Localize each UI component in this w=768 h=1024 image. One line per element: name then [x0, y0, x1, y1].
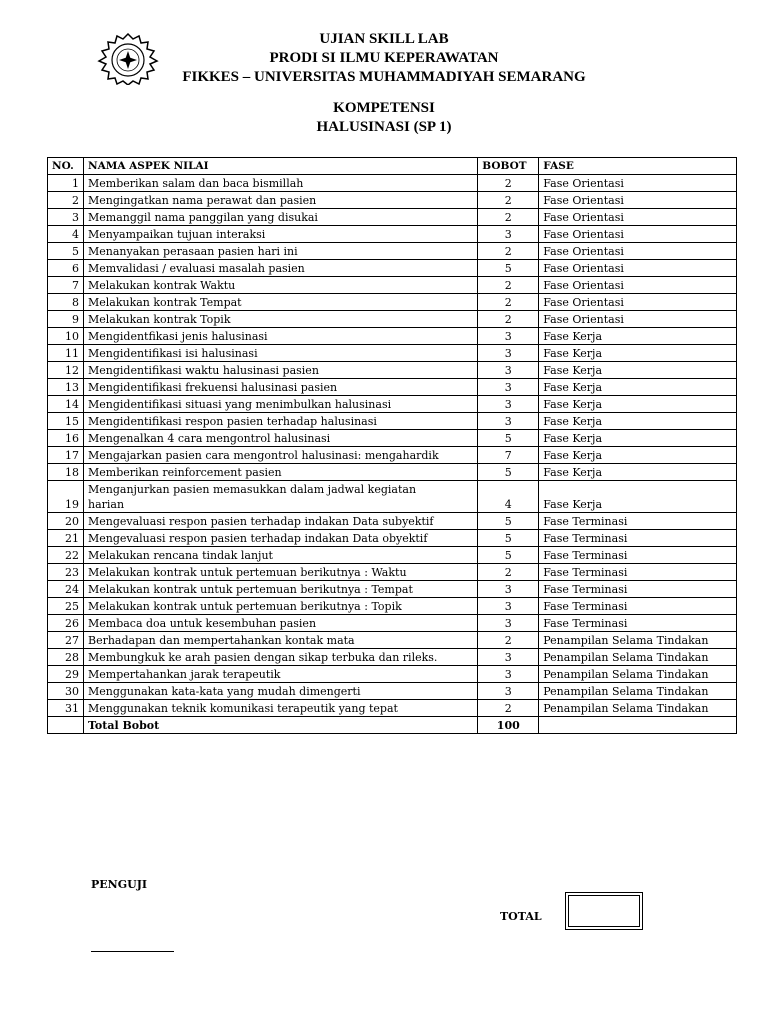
table-row	[48, 311, 737, 328]
row-fase: Fase Kerja	[539, 396, 737, 413]
row-name: Mengidentifikasi isi halusinasi	[83, 345, 477, 362]
row-bobot: 5	[478, 430, 539, 447]
row-fase: Fase Kerja	[539, 464, 737, 481]
row-no: 23	[48, 564, 84, 581]
row-fase: Penampilan Selama Tindakan	[539, 700, 737, 717]
row-bobot: 3	[478, 615, 539, 632]
row-name: Mengevaluasi respon pasien terhadap indakan Data obyektif	[83, 530, 477, 547]
row-bobot: 3	[478, 666, 539, 683]
row-bobot: 2	[478, 192, 539, 209]
row-bobot: 3	[478, 379, 539, 396]
table-row	[48, 547, 737, 564]
row-fase: Fase Kerja	[539, 413, 737, 430]
row-fase: Fase Terminasi	[539, 564, 737, 581]
table-row	[48, 328, 737, 345]
row-no: 27	[48, 632, 84, 649]
row-no: 17	[48, 447, 84, 464]
row-no: 6	[48, 260, 84, 277]
total-fase-empty	[539, 717, 737, 734]
table-row	[48, 379, 737, 396]
table-row	[48, 700, 737, 717]
table-row	[48, 649, 737, 666]
table-row	[48, 345, 737, 362]
document-title	[0, 99, 768, 137]
row-fase: Fase Kerja	[539, 362, 737, 379]
row-no: 26	[48, 615, 84, 632]
table-row	[48, 260, 737, 277]
row-fase: Fase Orientasi	[539, 192, 737, 209]
row-name	[83, 481, 477, 513]
row-bobot: 3	[478, 362, 539, 379]
row-fase: Fase Orientasi	[539, 294, 737, 311]
row-bobot: 3	[478, 683, 539, 700]
table-row	[48, 513, 737, 530]
row-name: Memanggil nama panggilan yang disukai	[83, 209, 477, 226]
row-name: Mengidentifikasi waktu halusinasi pasien	[83, 362, 477, 379]
row-no: 10	[48, 328, 84, 345]
row-name: Memvalidasi / evaluasi masalah pasien	[83, 260, 477, 277]
row-no: 19	[48, 481, 84, 513]
total-score-label: TOTAL	[500, 910, 542, 923]
table-header-row	[48, 158, 737, 175]
table-row	[48, 362, 737, 379]
row-name: Mengajarkan pasien cara mengontrol halusinasi: mengahardik	[83, 447, 477, 464]
table-row	[48, 209, 737, 226]
row-name: Mengidentifikasi frekuensi halusinasi pasien	[83, 379, 477, 396]
header-bobot: BOBOT	[478, 158, 539, 175]
row-fase: Fase Terminasi	[539, 581, 737, 598]
row-bobot: 3	[478, 413, 539, 430]
table-row	[48, 294, 737, 311]
row-bobot: 3	[478, 345, 539, 362]
total-label: Total Bobot	[83, 717, 477, 734]
row-name: Melakukan rencana tindak lanjut	[83, 547, 477, 564]
row-bobot: 2	[478, 632, 539, 649]
row-bobot: 5	[478, 464, 539, 481]
row-name: Mengevaluasi respon pasien terhadap indakan Data subyektif	[83, 513, 477, 530]
row-no: 30	[48, 683, 84, 700]
table-row	[48, 413, 737, 430]
table-row	[48, 447, 737, 464]
table-row	[48, 430, 737, 447]
row-name: Melakukan kontrak Waktu	[83, 277, 477, 294]
row-fase: Fase Kerja	[539, 481, 737, 513]
row-bobot: 2	[478, 277, 539, 294]
row-no: 9	[48, 311, 84, 328]
row-bobot: 5	[478, 513, 539, 530]
row-fase: Fase Kerja	[539, 447, 737, 464]
row-no: 28	[48, 649, 84, 666]
row-name: Melakukan kontrak Topik	[83, 311, 477, 328]
row-fase: Fase Orientasi	[539, 175, 737, 192]
table-row	[48, 277, 737, 294]
total-score-box[interactable]	[565, 892, 643, 930]
row-no: 5	[48, 243, 84, 260]
row-name: Membaca doa untuk kesembuhan pasien	[83, 615, 477, 632]
row-no: 15	[48, 413, 84, 430]
row-name-line-1: Menganjurkan pasien memasukkan dalam jadwal kegiatan	[87, 483, 417, 496]
row-name: Melakukan kontrak untuk pertemuan berikutnya : Tempat	[83, 581, 477, 598]
row-fase: Fase Orientasi	[539, 243, 737, 260]
university-seal-icon	[97, 33, 159, 85]
assessment-table	[47, 157, 737, 734]
row-name: Mengidentfikasi jenis halusinasi	[83, 328, 477, 345]
row-no: 31	[48, 700, 84, 717]
total-value: 100	[478, 717, 539, 734]
table-row	[48, 683, 737, 700]
row-bobot: 7	[478, 447, 539, 464]
table-row	[48, 396, 737, 413]
row-fase: Penampilan Selama Tindakan	[539, 666, 737, 683]
row-fase: Fase Orientasi	[539, 226, 737, 243]
row-name: Berhadapan dan mempertahankan kontak mata	[83, 632, 477, 649]
row-no: 14	[48, 396, 84, 413]
row-bobot: 2	[478, 700, 539, 717]
table-row	[48, 581, 737, 598]
table-row	[48, 192, 737, 209]
total-score-box-inner	[568, 895, 640, 927]
table-body	[48, 175, 737, 734]
row-fase: Fase Orientasi	[539, 311, 737, 328]
row-bobot: 2	[478, 243, 539, 260]
row-bobot: 3	[478, 328, 539, 345]
row-fase: Fase Terminasi	[539, 547, 737, 564]
header-line-3: FIKKES – UNIVERSITAS MUHAMMADIYAH SEMARANG	[182, 69, 586, 85]
row-no: 4	[48, 226, 84, 243]
header-line-2: PRODI SI ILMU KEPERAWATAN	[269, 50, 499, 66]
row-bobot: 5	[478, 260, 539, 277]
row-name: Membungkuk ke arah pasien dengan sikap terbuka dan rileks.	[83, 649, 477, 666]
table-row	[48, 666, 737, 683]
row-name: Melakukan kontrak untuk pertemuan berikutnya : Topik	[83, 598, 477, 615]
row-name: Mengidentifikasi respon pasien terhadap halusinasi	[83, 413, 477, 430]
row-bobot: 2	[478, 564, 539, 581]
table-row	[48, 632, 737, 649]
row-no: 13	[48, 379, 84, 396]
row-no: 16	[48, 430, 84, 447]
row-fase: Fase Terminasi	[539, 598, 737, 615]
total-empty-cell	[48, 717, 84, 734]
table-row	[48, 598, 737, 615]
header-fase: FASE	[539, 158, 737, 175]
row-bobot: 3	[478, 226, 539, 243]
row-bobot: 3	[478, 396, 539, 413]
row-name: Melakukan kontrak untuk pertemuan berikutnya : Waktu	[83, 564, 477, 581]
row-no: 22	[48, 547, 84, 564]
row-name: Memberikan reinforcement pasien	[83, 464, 477, 481]
row-bobot: 3	[478, 598, 539, 615]
row-name: Menanyakan perasaan pasien hari ini	[83, 243, 477, 260]
row-fase: Fase Terminasi	[539, 513, 737, 530]
row-name: Memberikan salam dan baca bismillah	[83, 175, 477, 192]
table-row	[48, 481, 737, 513]
row-fase: Fase Kerja	[539, 379, 737, 396]
row-fase: Penampilan Selama Tindakan	[539, 649, 737, 666]
row-name: Menyampaikan tujuan interaksi	[83, 226, 477, 243]
header-line-1: UJIAN SKILL LAB	[319, 31, 449, 47]
header-name: NAMA ASPEK NILAI	[83, 158, 477, 175]
total-row	[48, 717, 737, 734]
row-fase: Penampilan Selama Tindakan	[539, 632, 737, 649]
row-name: Menggunakan teknik komunikasi terapeutik yang tepat	[83, 700, 477, 717]
row-bobot: 2	[478, 294, 539, 311]
row-no: 12	[48, 362, 84, 379]
row-no: 2	[48, 192, 84, 209]
row-bobot: 2	[478, 209, 539, 226]
row-no: 25	[48, 598, 84, 615]
row-fase: Penampilan Selama Tindakan	[539, 683, 737, 700]
table-row	[48, 564, 737, 581]
table-row	[48, 530, 737, 547]
signature-line	[91, 951, 174, 952]
row-bobot: 5	[478, 530, 539, 547]
table-row	[48, 175, 737, 192]
row-bobot: 5	[478, 547, 539, 564]
title-line-1: KOMPETENSI	[333, 100, 435, 116]
row-fase: Fase Terminasi	[539, 530, 737, 547]
row-no: 24	[48, 581, 84, 598]
row-no: 1	[48, 175, 84, 192]
table-row	[48, 243, 737, 260]
row-fase: Fase Terminasi	[539, 615, 737, 632]
row-fase: Fase Kerja	[539, 345, 737, 362]
row-no: 18	[48, 464, 84, 481]
row-no: 20	[48, 513, 84, 530]
row-fase: Fase Kerja	[539, 328, 737, 345]
row-fase: Fase Orientasi	[539, 277, 737, 294]
row-no: 7	[48, 277, 84, 294]
row-name: Mengidentifikasi situasi yang menimbulkan halusinasi	[83, 396, 477, 413]
row-name: Mengenalkan 4 cara mengontrol halusinasi	[83, 430, 477, 447]
row-bobot: 4	[478, 481, 539, 513]
row-name: Melakukan kontrak Tempat	[83, 294, 477, 311]
row-no: 8	[48, 294, 84, 311]
row-name: Menggunakan kata-kata yang mudah dimengerti	[83, 683, 477, 700]
row-bobot: 2	[478, 175, 539, 192]
table-row	[48, 615, 737, 632]
row-name: Mengingatkan nama perawat dan pasien	[83, 192, 477, 209]
row-bobot: 2	[478, 311, 539, 328]
row-no: 11	[48, 345, 84, 362]
row-fase: Fase Kerja	[539, 430, 737, 447]
row-name: Mempertahankan jarak terapeutik	[83, 666, 477, 683]
row-name-line-2: harian	[87, 498, 125, 511]
penguji-label: PENGUJI	[91, 878, 148, 891]
table-row	[48, 464, 737, 481]
row-no: 29	[48, 666, 84, 683]
row-bobot: 3	[478, 649, 539, 666]
row-bobot: 3	[478, 581, 539, 598]
header-no: NO.	[48, 158, 84, 175]
row-no: 3	[48, 209, 84, 226]
row-fase: Fase Orientasi	[539, 209, 737, 226]
title-line-2: HALUSINASI (SP 1)	[316, 119, 452, 135]
table-row	[48, 226, 737, 243]
row-fase: Fase Orientasi	[539, 260, 737, 277]
row-no: 21	[48, 530, 84, 547]
